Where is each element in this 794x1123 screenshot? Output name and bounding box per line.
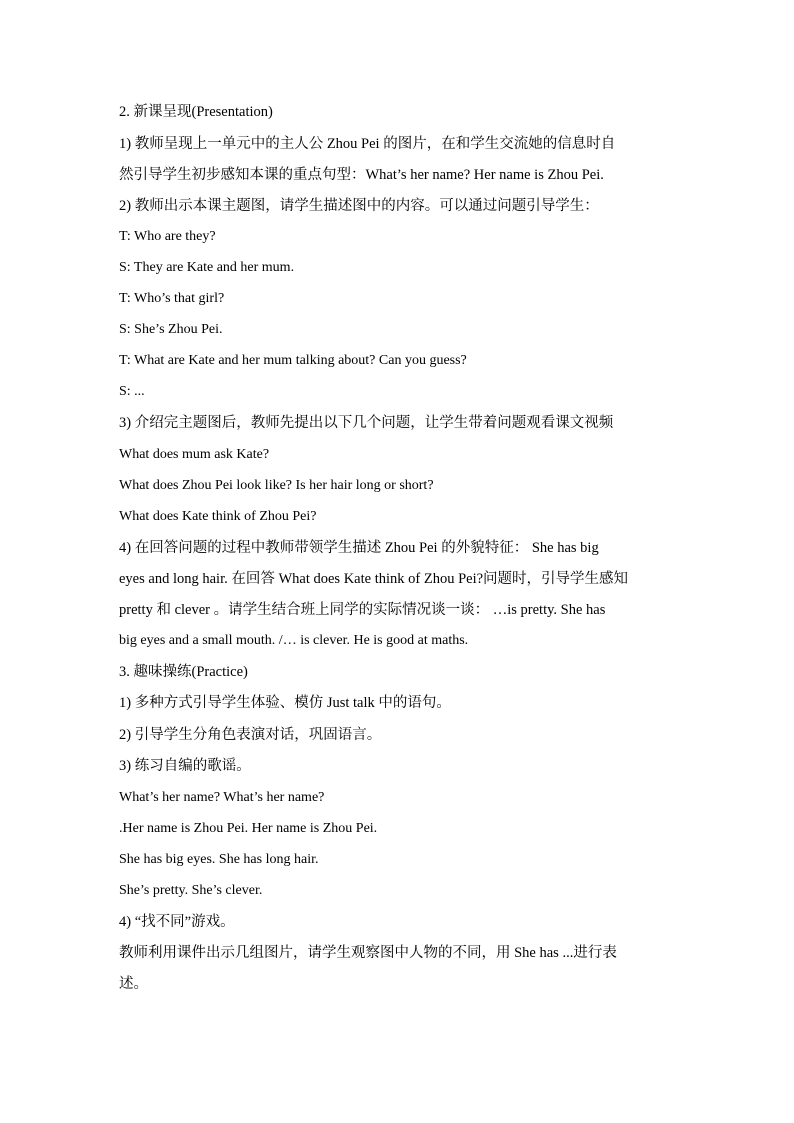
section-heading-presentation: 2. 新课呈现(Presentation) [119, 104, 273, 120]
dialogue-line: S: ... [119, 384, 145, 399]
chant-line: She has big eyes. She has long hair. [119, 852, 319, 867]
question-line: What does mum ask Kate? [119, 447, 270, 462]
paragraph-line: big eyes and a small mouth. /… is clever. He is good at maths. [119, 633, 469, 648]
paragraph-line: 教师利用课件出示几组图片，请学生观察图中人物的不同，用 She has ...进行表 [119, 945, 617, 961]
paragraph-line: 2) 引导学生分角色表演对话，巩固语言。 [119, 727, 382, 743]
section-heading-practice: 3. 趣味操练(Practice) [119, 664, 248, 680]
paragraph-line: 1) 教师呈现上一单元中的主人公 Zhou Pei 的图片，在和学生交流她的信息时自 [119, 136, 616, 152]
dialogue-line: T: Who’s that girl? [119, 291, 225, 306]
dialogue-line: T: What are Kate and her mum talking about? Can you guess? [119, 353, 467, 368]
paragraph-line: 3) 介绍完主题图后，教师先提出以下几个问题，让学生带着问题观看课文视频 [119, 415, 614, 431]
paragraph-line: 2) 教师出示本课主题图，请学生描述图中的内容。可以通过问题引导学生： [119, 198, 599, 214]
paragraph-line: eyes and long hair. 在回答 What does Kate think of Zhou Pei?问题时，引导学生感知 [119, 571, 629, 587]
paragraph-line: 4) 在回答问题的过程中教师带领学生描述 Zhou Pei 的外貌特征： She has big [119, 540, 599, 556]
chant-line: .Her name is Zhou Pei. Her name is Zhou Pei. [119, 821, 378, 836]
paragraph-line: 3) 练习自编的歌谣。 [119, 758, 251, 774]
question-line: What does Zhou Pei look like? Is her hair long or short? [119, 478, 434, 493]
paragraph-line: 1) 多种方式引导学生体验、模仿 Just talk 中的语句。 [119, 695, 451, 711]
question-line: What does Kate think of Zhou Pei? [119, 509, 317, 524]
dialogue-line: S: They are Kate and her mum. [119, 260, 295, 275]
paragraph-line: 然引导学生初步感知本课的重点句型：What’s her name? Her name is Zhou Pei. [119, 167, 604, 183]
paragraph-line: 4) “找不同”游戏。 [119, 914, 235, 930]
paragraph-line: pretty 和 clever 。请学生结合班上同学的实际情况谈一谈： …is pretty. She has [119, 602, 606, 618]
paragraph-line: 述。 [119, 976, 148, 992]
chant-line: What’s her name? What’s her name? [119, 790, 325, 805]
chant-line: She’s pretty. She’s clever. [119, 883, 263, 898]
dialogue-line: T: Who are they? [119, 229, 216, 244]
dialogue-line: S: She’s Zhou Pei. [119, 322, 223, 337]
